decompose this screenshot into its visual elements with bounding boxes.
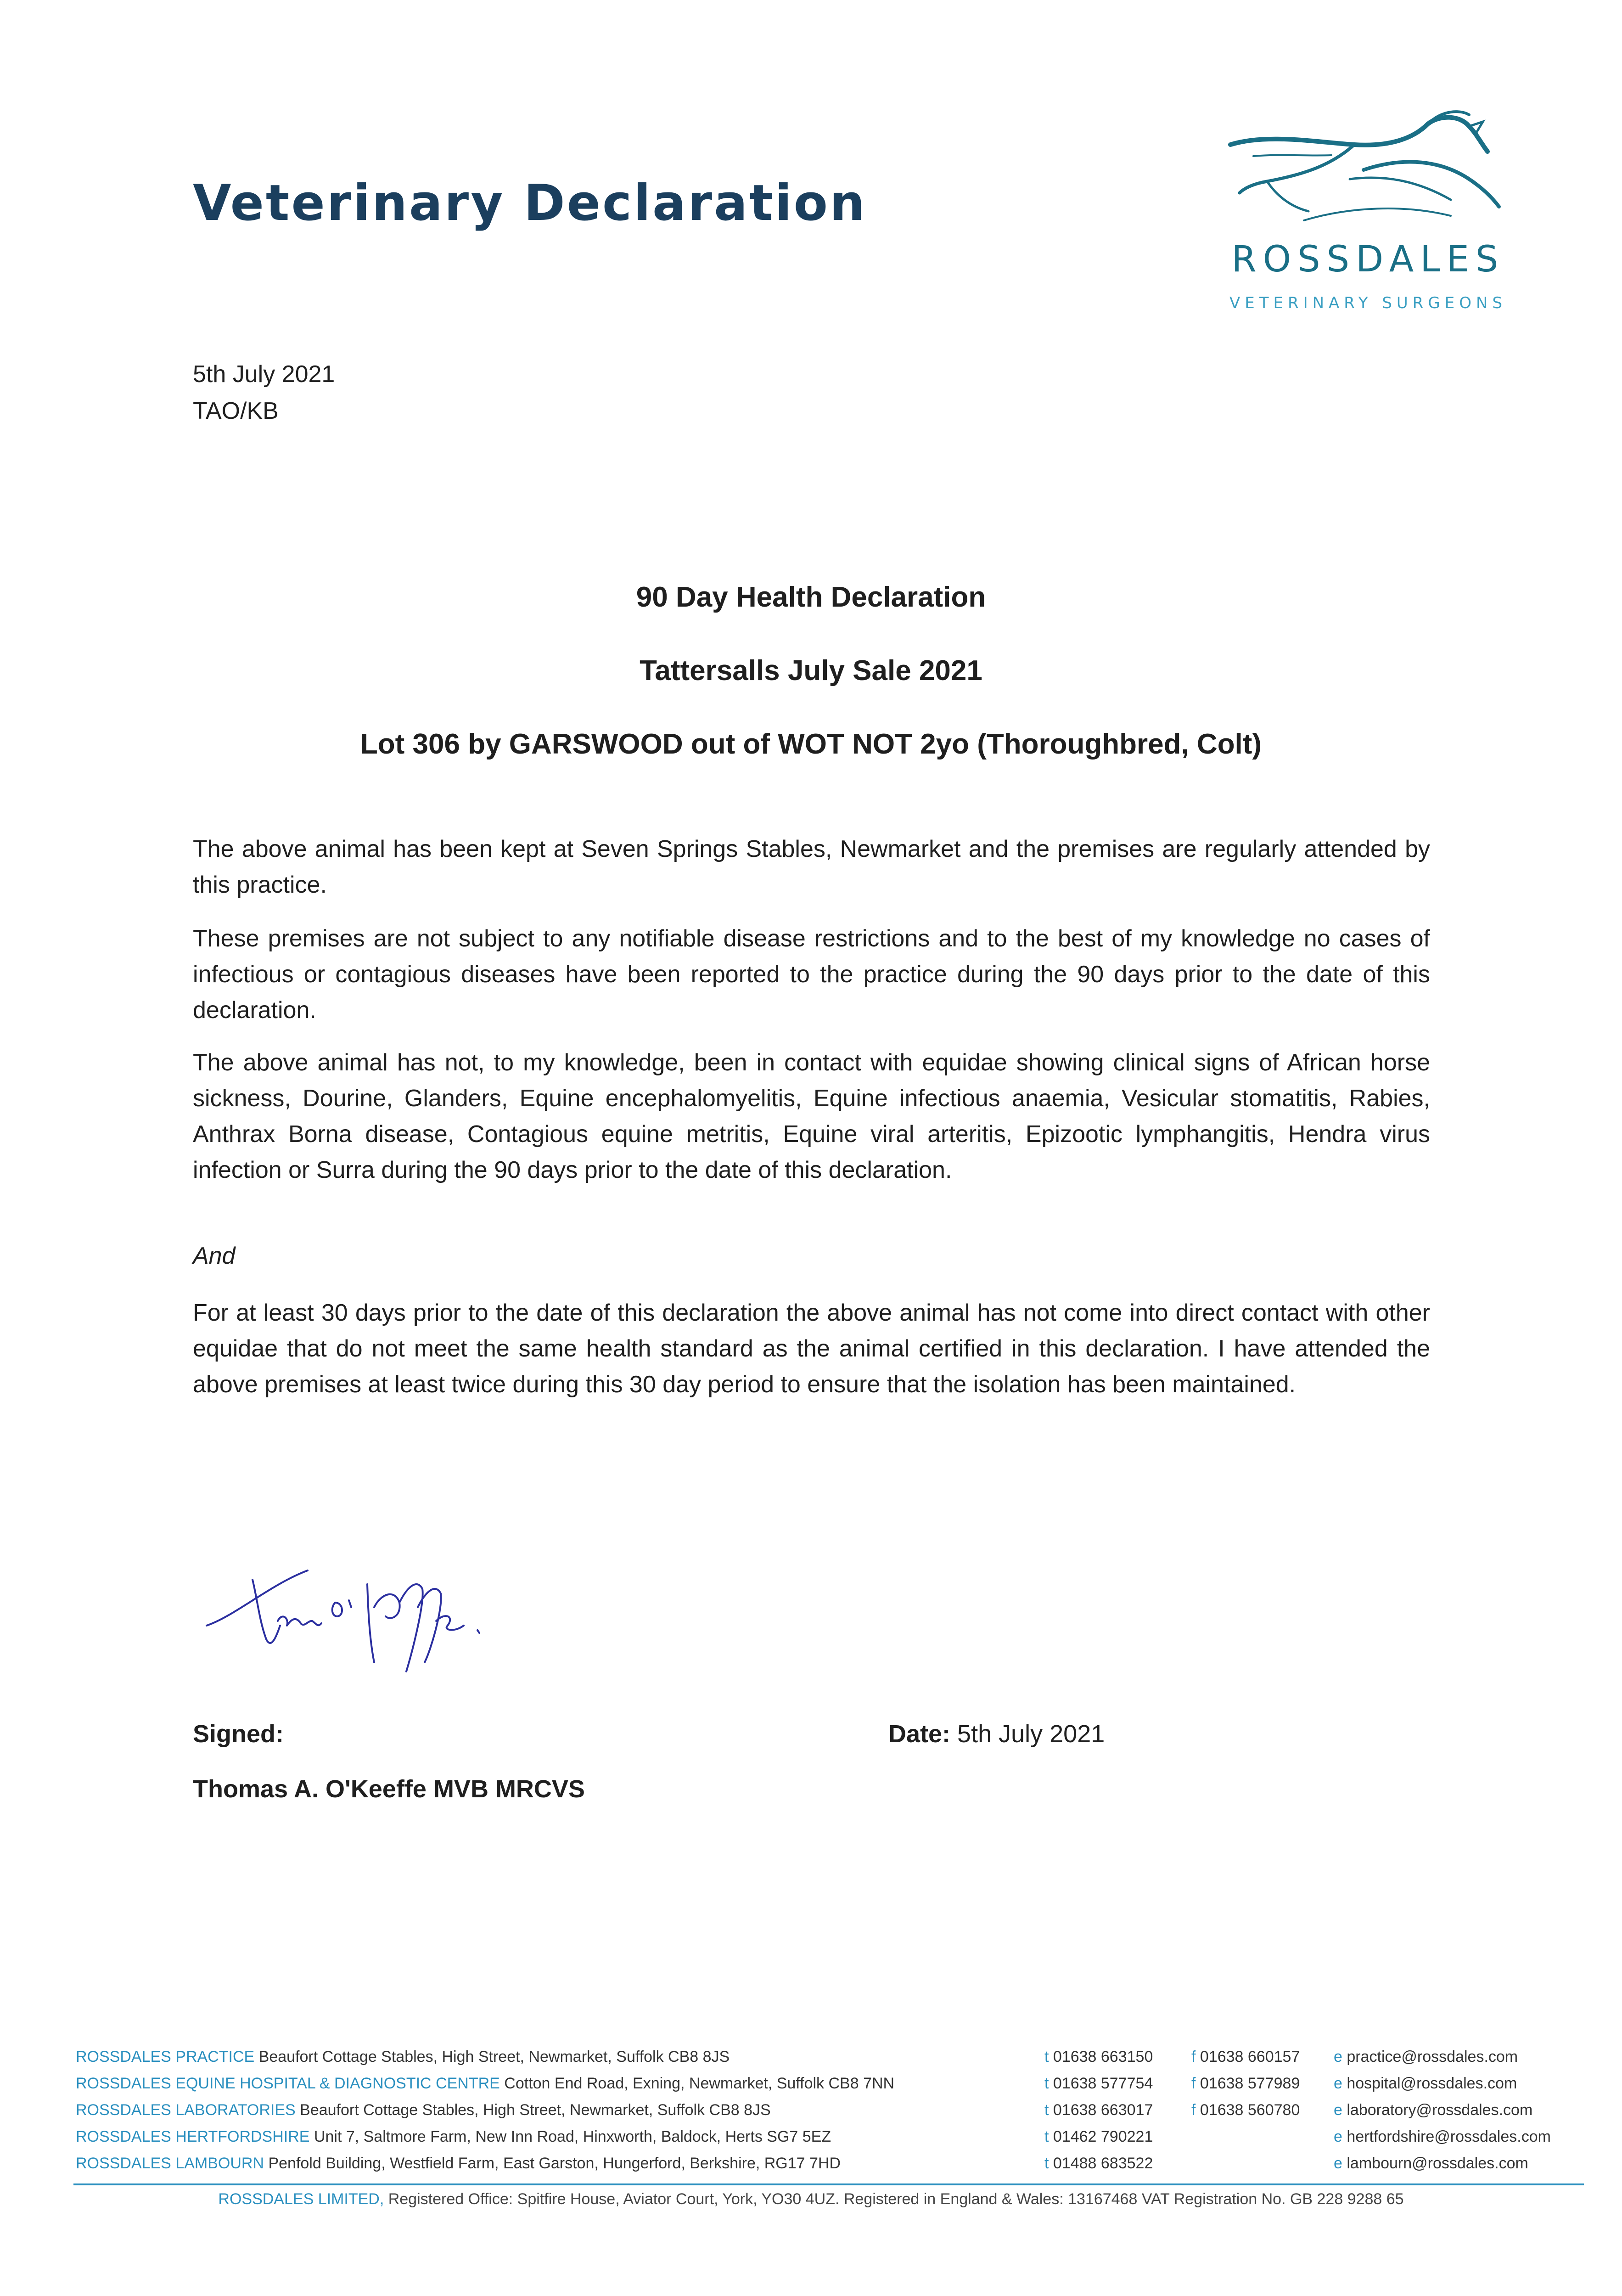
footer-email: e hertfordshire@rossdales.com	[1334, 2128, 1551, 2145]
paragraph-and: And	[193, 1243, 236, 1269]
handwritten-signature	[197, 1557, 519, 1704]
footer-org: ROSSDALES HERTFORDSHIRE	[76, 2128, 310, 2145]
footer-row-address	[76, 2075, 894, 2093]
footer-row-address	[76, 2155, 841, 2172]
letter-meta	[193, 356, 335, 429]
footer-address: Beaufort Cottage Stables, High Street, Newmarket, Suffolk CB8 8JS	[258, 2048, 730, 2065]
paragraph-restrictions: These premises are not subject to any notifiable disease restrictions and to the best of my knowledge no cases of infectious or contagious diseases have been reported to the practice during the 90 days prior to the date of this declaration.	[193, 925, 1430, 1024]
signatory-name: Thomas A. O'Keeffe MVB MRCVS	[193, 1775, 585, 1803]
logo-name: ROSSDALES	[1231, 239, 1505, 280]
footer-reg-text: Registered Office: Spitfire House, Aviator Court, York, YO30 4UZ. Registered in England & Wales: 13167468 VAT Registration No. GB 228 9288 65	[388, 2190, 1404, 2208]
footer-address: Penfold Building, Westfield Farm, East Garston, Hungerford, Berkshire, RG17 7HD	[268, 2155, 841, 2172]
footer-address: Cotton End Road, Exning, Newmarket, Suffolk CB8 7NN	[504, 2075, 895, 2092]
date-label: Date:	[888, 1720, 951, 1748]
footer-row-address	[76, 2101, 771, 2119]
paragraph-isolation: For at least 30 days prior to the date of this declaration the above animal has not come into direct contact with other equidae that do not meet the same health standard as the animal certified in this declaration. I have attended the above premises at least twice during this 30 day period to ensure that the isolation has been maintained.	[193, 1300, 1430, 1398]
signed-label: Signed:	[193, 1720, 284, 1748]
footer-fax: f 01638 577989	[1191, 2075, 1300, 2092]
heading-declaration: 90 Day Health Declaration	[636, 581, 986, 613]
footer-email: e lambourn@rossdales.com	[1334, 2155, 1528, 2172]
footer-address: Beaufort Cottage Stables, High Street, Newmarket, Suffolk CB8 8JS	[300, 2101, 771, 2119]
footer-fax: f 01638 660157	[1191, 2048, 1300, 2065]
footer-registration	[0, 2190, 1622, 2208]
logo-subtitle: VETERINARY SURGEONS	[1229, 294, 1507, 312]
footer-telephone: t 01638 663150	[1044, 2048, 1153, 2065]
footer-reg-org: ROSSDALES LIMITED,	[218, 2190, 384, 2208]
date-field	[888, 1720, 1105, 1748]
footer-org: ROSSDALES LAMBOURN	[76, 2155, 264, 2172]
letter-reference: TAO/KB	[193, 398, 279, 424]
footer-address: Unit 7, Saltmore Farm, New Inn Road, Hinxworth, Baldock, Herts SG7 5EZ	[314, 2128, 831, 2145]
footer-email: e practice@rossdales.com	[1334, 2048, 1518, 2065]
footer-telephone: t 01462 790221	[1044, 2128, 1153, 2145]
horse-logo-icon	[1212, 101, 1524, 239]
letter-date: 5th July 2021	[193, 361, 335, 388]
footer-org: ROSSDALES EQUINE HOSPITAL & DIAGNOSTIC CENTRE	[76, 2075, 500, 2092]
footer-org: ROSSDALES LABORATORIES	[76, 2101, 296, 2119]
footer-telephone: t 01638 577754	[1044, 2075, 1153, 2092]
footer-fax: f 01638 560780	[1191, 2101, 1300, 2119]
footer-telephone: t 01638 663017	[1044, 2101, 1153, 2119]
footer-divider	[73, 2183, 1584, 2185]
heading-lot: Lot 306 by GARSWOOD out of WOT NOT 2yo (Thoroughbred, Colt)	[360, 728, 1262, 760]
footer-telephone: t 01488 683522	[1044, 2155, 1153, 2172]
footer-row-address	[76, 2128, 831, 2146]
rossdales-logo	[1212, 101, 1524, 331]
heading-sale: Tattersalls July Sale 2021	[640, 655, 982, 687]
page-title: Veterinary Declaration	[193, 174, 867, 232]
paragraph-diseases: The above animal has not, to my knowledge, been in contact with equidae showing clinical signs of African horse sickness, Dourine, Glanders, Equine encephalomyelitis, Equine infectious anaemia, Vesicular stomatitis, Rabies, Anthrax Borna disease, Contagious equine metritis, Equine viral arteritis, Epizootic lymphangitis, Hendra virus infection or Surra during the 90 days prior to the date of this declaration.	[193, 1049, 1430, 1183]
footer-row-address	[76, 2048, 730, 2066]
footer-email: e laboratory@rossdales.com	[1334, 2101, 1533, 2119]
date-value: 5th July 2021	[957, 1720, 1105, 1748]
paragraph-premises: The above animal has been kept at Seven Springs Stables, Newmarket and the premises are regularly attended by this practice.	[193, 836, 1430, 898]
footer-org: ROSSDALES PRACTICE	[76, 2048, 255, 2065]
footer-email: e hospital@rossdales.com	[1334, 2075, 1517, 2092]
